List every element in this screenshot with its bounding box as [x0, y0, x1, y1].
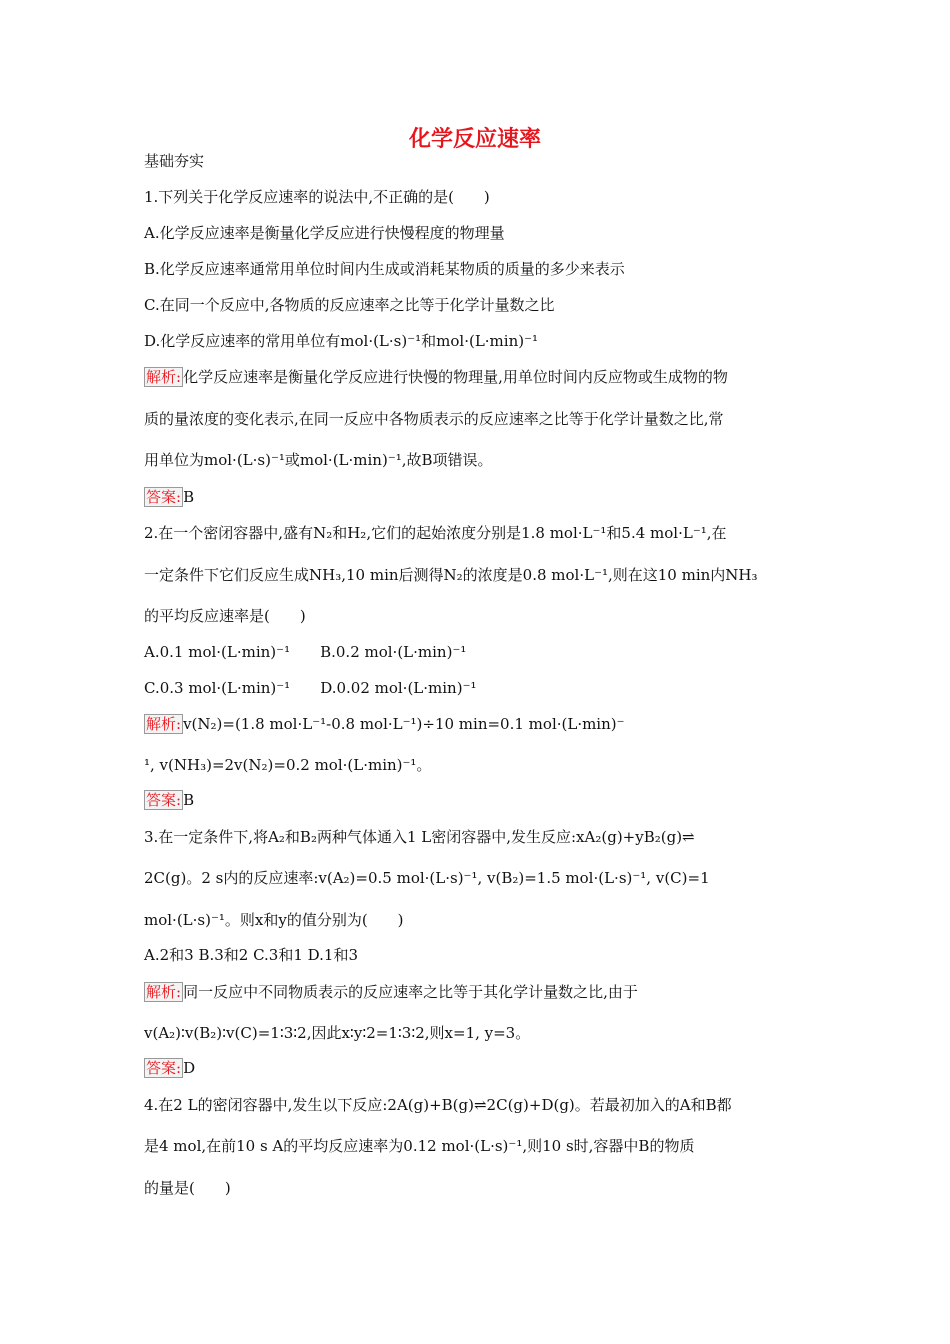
analysis-label: 解析:: [146, 368, 182, 386]
q2-stem-line-2: 一定条件下它们反应生成NH₃,10 min后测得N₂的浓度是0.8 mol·L⁻¹,则在这10 min内NH₃: [144, 566, 758, 584]
analysis-label: 解析:: [146, 983, 182, 1001]
q4-stem-line-2: 是4 mol,在前10 s A的平均反应速率为0.12 mol·(L·s)⁻¹,则10 s时,容器中B的物质: [144, 1137, 695, 1155]
q2-option-b: B.0.2 mol·(L·min)⁻¹: [320, 643, 467, 661]
q2-answer: B: [183, 791, 195, 809]
q2-option-a: A.0.1 mol·(L·min)⁻¹: [144, 643, 291, 661]
q2-option-c: C.0.3 mol·(L·min)⁻¹: [144, 679, 291, 697]
answer-label: 答案:: [146, 791, 182, 809]
q1-analysis-text-1: 化学反应速率是衡量化学反应进行快慢的物理量,用单位时间内反应物或生成物的物: [183, 368, 728, 386]
q1-answer-line: [144, 487, 194, 507]
q4-stem-line-1: 4.在2 L的密闭容器中,发生以下反应:2A(g)+B(g)⇌2C(g)+D(g)。若最初加入的A和B都: [144, 1096, 732, 1114]
q1-option-b: B.化学反应速率通常用单位时间内生成或消耗某物质的质量的多少来表示: [144, 260, 625, 278]
q2-analysis-line-1: [144, 714, 625, 734]
q3-answer: D: [183, 1059, 196, 1077]
q2-stem-line-1: 2.在一个密闭容器中,盛有N₂和H₂,它们的起始浓度分别是1.8 mol·L⁻¹和5.4 mol·L⁻¹,在: [144, 524, 727, 542]
q1-option-a: A.化学反应速率是衡量化学反应进行快慢程度的物理量: [144, 224, 505, 242]
answer-label: 答案:: [146, 488, 182, 506]
q1-stem: 1.下列关于化学反应速率的说法中,不正确的是( ): [144, 188, 490, 206]
q3-analysis-line-1: [144, 982, 638, 1002]
answer-label: 答案:: [146, 1059, 182, 1077]
q1-analysis-line-2: 质的量浓度的变化表示,在同一反应中各物质表示的反应速率之比等于化学计量数之比,常: [144, 410, 724, 428]
q1-option-d: D.化学反应速率的常用单位有mol·(L·s)⁻¹和mol·(L·min)⁻¹: [144, 332, 539, 350]
q4-stem-line-3: 的量是( ): [144, 1179, 231, 1197]
q2-analysis-line-2: ¹, v(NH₃)=2v(N₂)=0.2 mol·(L·min)⁻¹。: [144, 756, 432, 774]
page-title: 化学反应速率: [408, 127, 541, 152]
q2-analysis-text-1: v(N₂)=(1.8 mol·L⁻¹-0.8 mol·L⁻¹)÷10 min=0.1 mol·(L·min)⁻: [183, 715, 625, 733]
q2-options-row-1: [144, 642, 466, 662]
q3-analysis-text-1: 同一反应中不同物质表示的反应速率之比等于其化学计量数之比,由于: [183, 983, 638, 1001]
section-heading: 基础夯实: [144, 152, 205, 170]
q3-stem-line-3: mol·(L·s)⁻¹。则x和y的值分别为( ): [144, 911, 404, 929]
q3-answer-line: [144, 1058, 195, 1078]
q2-answer-line: [144, 790, 194, 810]
analysis-label: 解析:: [146, 715, 182, 733]
q1-answer: B: [183, 488, 195, 506]
q1-analysis-line-1: [144, 367, 728, 387]
q2-stem-line-3: 的平均反应速率是( ): [144, 607, 306, 625]
q1-option-c: C.在同一个反应中,各物质的反应速率之比等于化学计量数之比: [144, 296, 555, 314]
q3-stem-line-1: 3.在一定条件下,将A₂和B₂两种气体通入1 L密闭容器中,发生反应:xA₂(g)+yB₂(g)⇌: [144, 828, 695, 846]
q2-option-d: D.0.02 mol·(L·min)⁻¹: [320, 679, 477, 697]
q1-analysis-line-3: 用单位为mol·(L·s)⁻¹或mol·(L·min)⁻¹,故B项错误。: [144, 451, 493, 469]
q2-options-row-2: [144, 678, 477, 698]
q3-stem-line-2: 2C(g)。2 s内的反应速率:v(A₂)=0.5 mol·(L·s)⁻¹, v(B₂)=1.5 mol·(L·s)⁻¹, v(C)=1: [144, 869, 710, 887]
q3-analysis-line-2: v(A₂)∶v(B₂)∶v(C)=1∶3∶2,因此x∶y∶2=1∶3∶2,则x=1, y=3。: [144, 1024, 531, 1042]
q3-options: A.2和3 B.3和2 C.3和1 D.1和3: [144, 946, 359, 964]
